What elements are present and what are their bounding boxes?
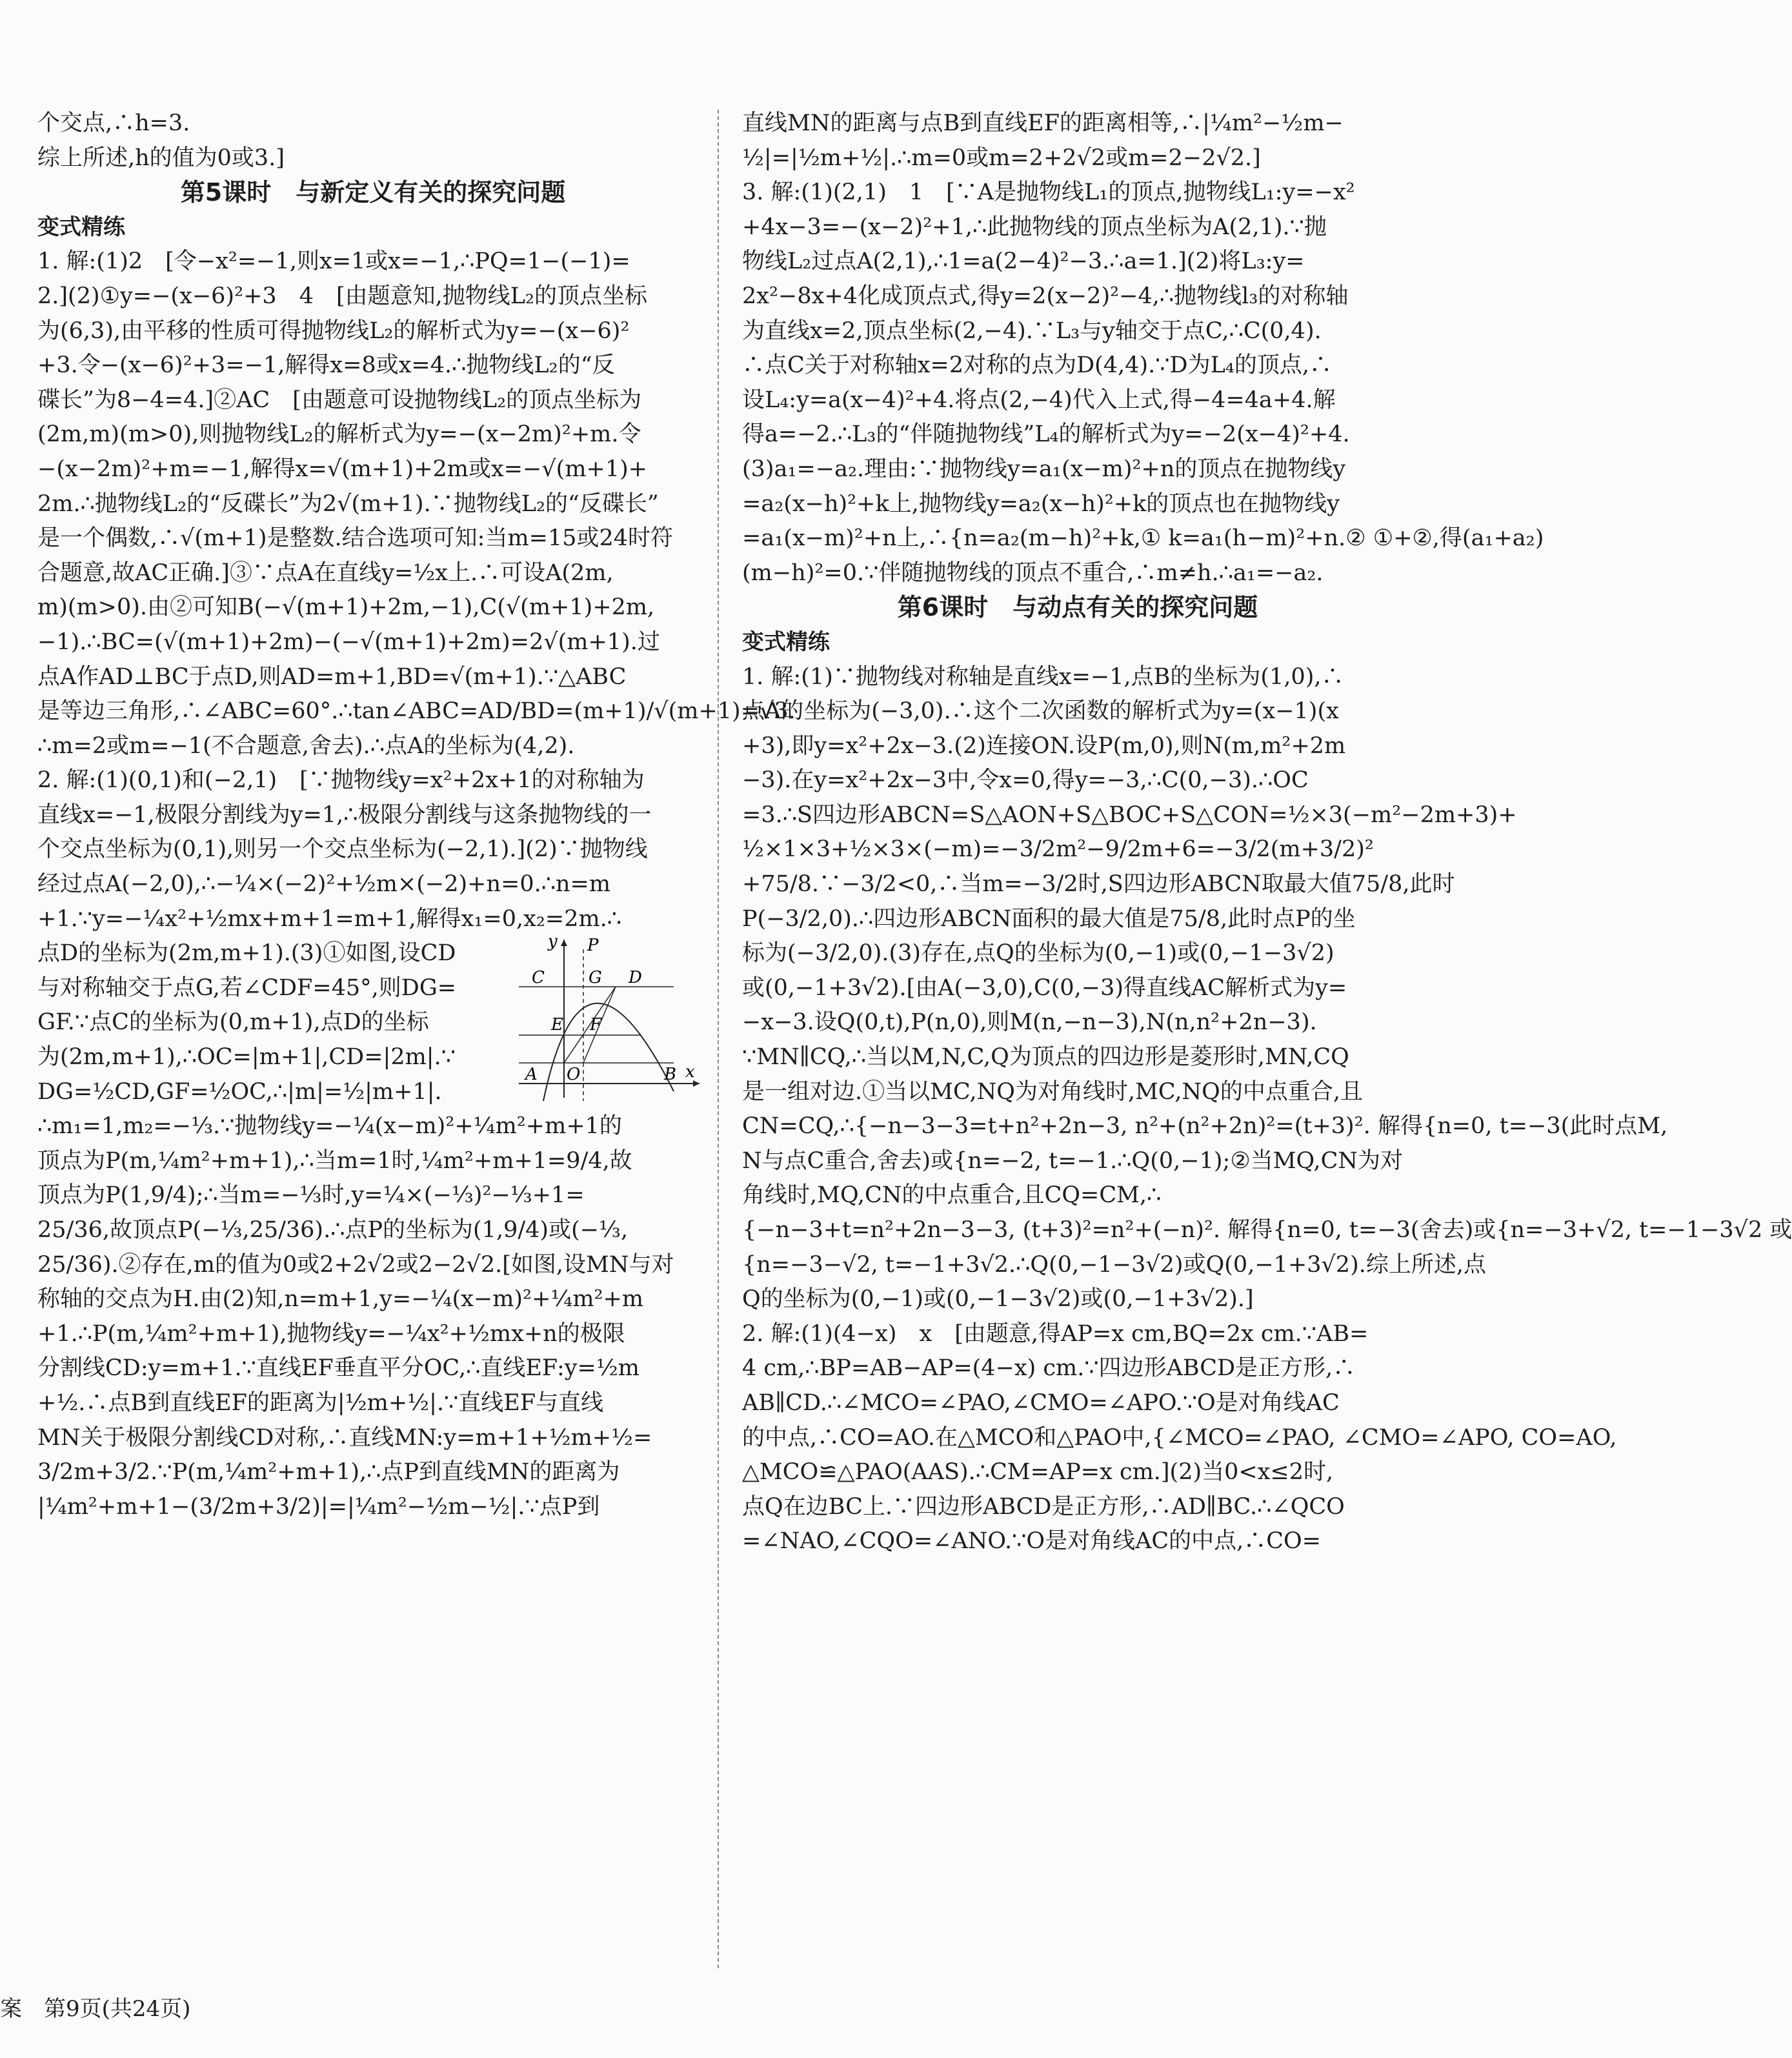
text-line: Q的坐标为(0,−1)或(0,−1−3√2)或(0,−1+3√2).] — [742, 1286, 1254, 1313]
left-body-2 — [37, 1109, 709, 1524]
label-o: O — [567, 1065, 581, 1085]
text-line: −1).∴BC=(√(m+1)+2m)−(−√(m+1)+2m)=2√(m+1).过 — [37, 629, 660, 655]
text-line: 点D的坐标为(2m,m+1).(3)①如图,设CD — [37, 940, 456, 967]
text-line: GF.∵点C的坐标为(0,m+1),点D的坐标 — [37, 1009, 429, 1036]
text-line: 1. 解:(1)∵抛物线对称轴是直线x=−1,点B的坐标为(1,0),∴ — [742, 663, 1344, 690]
text-line: 点Q在边BC上.∵四边形ABCD是正方形,∴AD∥BC.∴∠QCO — [742, 1493, 1345, 1520]
text-line: (2m,m)(m>0),则抛物线L₂的解析式为y=−(x−2m)²+m.令 — [37, 421, 641, 448]
text-line: =∠NAO,∠CQO=∠ANO.∵O是对角线AC的中点,∴CO= — [742, 1528, 1322, 1555]
left-column — [37, 106, 796, 1524]
text-line: 25/36,故顶点P(−⅓,25/36).∴点P的坐标为(1,9/4)或(−⅓, — [37, 1217, 629, 1243]
right-body-2 — [742, 660, 1792, 1559]
section-6-title: 第6课时 与动点有关的探究问题 — [897, 593, 1258, 622]
text-line: 称轴的交点为H.由(2)知,n=m+1,y=−¼(x−m)²+¼m²+m — [37, 1286, 644, 1313]
label-p: P — [587, 936, 599, 956]
text-line: 为直线x=2,顶点坐标(2,−4).∵L₃与y轴交于点C,∴C(0,4). — [742, 318, 1322, 344]
text-line: 2. 解:(1)(4−x) x [由题意,得AP=x cm,BQ=2x cm.∵AB= — [742, 1320, 1369, 1347]
text-line: 点A的坐标为(−3,0).∴这个二次函数的解析式为y=(x−1)(x — [742, 698, 1339, 725]
text-line: (3)a₁=−a₂.理由:∵抛物线y=a₁(x−m)²+n的顶点在抛物线y — [742, 456, 1346, 482]
text-line: 为(2m,m+1),∴OC=|m+1|,CD=|2m|.∵ — [37, 1044, 456, 1071]
text-line: =a₂(x−h)²+k上,抛物线y=a₂(x−h)²+k的顶点也在抛物线y — [742, 490, 1340, 517]
text-line: 2x²−8x+4化成顶点式,得y=2(x−2)²−4,∴抛物线l₃的对称轴 — [742, 283, 1349, 309]
text-line: 点A作AD⊥BC于点D,则AD=m+1,BD=√(m+1).∵△ABC — [37, 663, 627, 690]
text-line: 综上所述,h的值为0或3.] — [37, 145, 285, 171]
y-axis-arrow — [561, 940, 567, 946]
text-line: ∴m=2或m=−1(不合题意,舍去).∴点A的坐标为(4,2). — [37, 732, 575, 759]
label-b: B — [664, 1065, 677, 1085]
text-line: −3).在y=x²+2x−3中,令x=0,得y=−3,∴C(0,−3).∴OC — [742, 767, 1309, 794]
text-line: P(−3/2,0).∴四边形ABCN面积的最大值是75/8,此时点P的坐 — [742, 905, 1356, 932]
text-line: {−n−3+t=n²+2n−3−3, (t+3)²=n²+(−n)². 解得{n=0, t=−3(舍去)或{n=−3+√2, t=−1−3√2 或 — [742, 1217, 1792, 1243]
text-line: DG=½CD,GF=½OC,∴|m|=½|m+1|. — [37, 1078, 442, 1105]
text-line: ∴m₁=1,m₂=−⅓.∵抛物线y=−¼(x−m)²+¼m²+m+1的 — [37, 1113, 622, 1140]
text-line: 是一个偶数,∴√(m+1)是整数.结合选项可知:当m=15或24时符 — [37, 525, 674, 552]
text-line: (m−h)²=0.∵伴随抛物线的顶点不重合,∴m≠h.∴a₁=−a₂. — [742, 560, 1324, 586]
text-line: 顶点为P(1,9/4);∴当m=−⅓时,y=¼×(−⅓)²−⅓+1= — [37, 1182, 585, 1209]
text-line: +4x−3=−(x−2)²+1,∴此抛物线的顶点坐标为A(2,1).∵抛 — [742, 214, 1327, 240]
text-line: 2.](2)①y=−(x−6)²+3 4 [由题意知,抛物线L₂的顶点坐标 — [37, 283, 648, 309]
text-line: 3/2m+3/2.∵P(m,¼m²+m+1),∴点P到直线MN的距离为 — [37, 1459, 620, 1486]
text-line: ∴点C关于对称轴x=2对称的点为D(4,4).∵D为L₄的顶点,∴ — [742, 352, 1333, 379]
text-line: −x−3.设Q(0,t),P(n,0),则M(n,−n−3),N(n,n²+2n−3). — [742, 1009, 1317, 1036]
text-line: 直线MN的距离与点B到直线EF的距离相等,∴|¼m²−½m− — [742, 110, 1344, 136]
text-line: 是一组对边.①当以MC,NQ为对角线时,MC,NQ的中点重合,且 — [742, 1078, 1364, 1105]
text-line: m)(m>0).由②可知B(−√(m+1)+2m,−1),C(√(m+1)+2m, — [37, 594, 655, 621]
text-line: 设L₄:y=a(x−4)²+4.将点(2,−4)代入上式,得−4=4a+4.解 — [742, 387, 1336, 413]
column-divider — [718, 110, 719, 1968]
text-line: +3.令−(x−6)²+3=−1,解得x=8或x=4.∴抛物线L₂的“反 — [37, 352, 615, 379]
text-line: |¼m²+m+1−(3/2m+3/2)|=|¼m²−½m−½|.∵点P到 — [37, 1493, 600, 1520]
section-5-title: 第5课时 与新定义有关的探究问题 — [180, 178, 566, 207]
text-line: 直线x=−1,极限分割线为y=1,∴极限分割线与这条抛物线的一 — [37, 802, 652, 828]
text-line: 角线时,MQ,CN的中点重合,且CQ=CM,∴ — [742, 1182, 1162, 1209]
text-line: 2m.∴抛物线L₂的“反碟长”为2√(m+1).∵抛物线L₂的“反碟长” — [37, 490, 659, 517]
text-line: 为(6,3),由平移的性质可得抛物线L₂的解析式为y=−(x−6)² — [37, 318, 630, 344]
section-5-subtitle: 变式精练 — [37, 214, 125, 240]
label-g: G — [589, 968, 602, 988]
figure-block — [37, 932, 709, 1109]
parabola-figure — [512, 932, 706, 1104]
label-x: x — [685, 1062, 695, 1082]
text-line: 3. 解:(1)(2,1) 1 [∵A是抛物线L₁的顶点,抛物线L₁:y=−x² — [742, 179, 1355, 206]
text-line: ½×1×3+½×3×(−m)=−3/2m²−9/2m+6=−3/2(m+3/2)² — [742, 836, 1374, 863]
label-c: C — [532, 968, 545, 988]
text-line: 碟长”为8−4=4.]②AC [由题意可设抛物线L₂的顶点坐标为 — [37, 387, 642, 413]
text-line: −(x−2m)²+m=−1,解得x=√(m+1)+2m或x=−√(m+1)+ — [37, 456, 648, 482]
text-line: +75/8.∵−3/2<0,∴当m=−3/2时,S四边形ABCN取最大值75/8,此时 — [742, 871, 1455, 898]
text-line: 25/36).②存在,m的值为0或2+2√2或2−2√2.[如图,设MN与对 — [37, 1251, 674, 1278]
text-line: 标为(−3/2,0).(3)存在,点Q的坐标为(0,−1)或(0,−1−3√2) — [742, 940, 1334, 967]
text-line: 经过点A(−2,0),∴−¼×(−2)²+½m×(−2)+n=0.∴n=m — [37, 871, 611, 898]
text-line: 4 cm,∴BP=AB−AP=(4−x) cm.∵四边形ABCD是正方形,∴ — [742, 1355, 1356, 1382]
text-line: +3),即y=x²+2x−3.(2)连接ON.设P(m,0),则N(m,m²+2m — [742, 732, 1346, 759]
label-e: E — [551, 1015, 563, 1035]
text-line: =a₁(x−m)²+n上,∴{n=a₂(m−h)²+k,① k=a₁(h−m)²+n.② ①+②,得(a₁+a₂) — [742, 525, 1544, 552]
text-line: 分割线CD:y=m+1.∵直线EF垂直平分OC,∴直线EF:y=½m — [37, 1355, 639, 1382]
text-line: 是等边三角形,∴∠ABC=60°.∴tan∠ABC=AD/BD=(m+1)/√(m+1)=√3. — [37, 698, 796, 725]
text-line: +1.∵y=−¼x²+½mx+m+1=m+1,解得x₁=0,x₂=2m.∴ — [37, 905, 622, 932]
right-body-1 — [742, 106, 1544, 590]
label-f: F — [590, 1015, 602, 1035]
text-line: 个交点,∴h=3. — [37, 110, 190, 136]
text-line: MN关于极限分割线CD对称,∴直线MN:y=m+1+½m+½= — [37, 1424, 652, 1451]
label-y: y — [548, 932, 558, 952]
label-d: D — [629, 968, 642, 988]
text-line: 的中点,∴CO=AO.在△MCO和△PAO中,{∠MCO=∠PAO, ∠CMO=∠APO, CO=AO, — [742, 1424, 1617, 1451]
text-line: 1. 解:(1)2 [令−x²=−1,则x=1或x=−1,∴PQ=1−(−1)= — [37, 248, 630, 275]
text-line: 物线L₂过点A(2,1),∴1=a(2−4)²−3.∴a=1.](2)将L₃:y= — [742, 248, 1305, 275]
text-line: 个交点坐标为(0,1),则另一个交点坐标为(−2,1).](2)∵抛物线 — [37, 836, 648, 863]
text-line: 或(0,−1+3√2).[由A(−3,0),C(0,−3)得直线AC解析式为y= — [742, 974, 1347, 1001]
left-intro — [37, 106, 709, 176]
text-line: 得a=−2.∴L₃的“伴随抛物线”L₄的解析式为y=−2(x−4)²+4. — [742, 421, 1350, 448]
text-line: N与点C重合,舍去)或{n=−2, t=−1.∴Q(0,−1);②当MQ,CN为对 — [742, 1147, 1404, 1174]
label-a: A — [525, 1065, 538, 1085]
text-line: ∵MN∥CQ,∴当以M,N,C,Q为顶点的四边形是菱形时,MN,CQ — [742, 1044, 1349, 1071]
text-line: +1.∴P(m,¼m²+m+1),抛物线y=−¼x²+½mx+n的极限 — [37, 1320, 625, 1347]
section-6-subtitle: 变式精练 — [742, 629, 830, 655]
text-line: +½.∴点B到直线EF的距离为|½m+½|.∵直线EF与直线 — [37, 1389, 604, 1416]
text-line: 2. 解:(1)(0,1)和(−2,1) [∵抛物线y=x²+2x+1的对称轴为 — [37, 767, 645, 794]
text-line: 与对称轴交于点G,若∠CDF=45°,则DG= — [37, 974, 457, 1001]
text-line: {n=−3−√2, t=−1+3√2.∴Q(0,−1−3√2)或Q(0,−1+3√2).综上所述,点 — [742, 1251, 1486, 1278]
text-line: 顶点为P(m,¼m²+m+1),∴当m=1时,¼m²+m+1=9/4,故 — [37, 1147, 632, 1174]
text-line: =3.∴S四边形ABCN=S△AON+S△BOC+S△CON=½×3(−m²−2m+3)+ — [742, 802, 1517, 828]
page-footer: 案 第9页(共24页) — [0, 1996, 191, 2022]
text-line: 合题意,故AC正确.]③∵点A在直线y=½x上.∴可设A(2m, — [37, 560, 614, 586]
right-column — [742, 106, 1792, 1559]
text-line: △MCO≌△PAO(AAS).∴CM=AP=x cm.](2)当0<x≤2时, — [742, 1459, 1334, 1486]
text-line: AB∥CD.∴∠MCO=∠PAO,∠CMO=∠APO.∵O是对角线AC — [742, 1389, 1340, 1416]
text-line: ½|=|½m+½|.∴m=0或m=2+2√2或m=2−2√2.] — [742, 145, 1261, 171]
text-line: CN=CQ,∴{−n−3−3=t+n²+2n−3, n²+(n²+2n)²=(t+3)². 解得{n=0, t=−3(此时点M, — [742, 1113, 1668, 1140]
